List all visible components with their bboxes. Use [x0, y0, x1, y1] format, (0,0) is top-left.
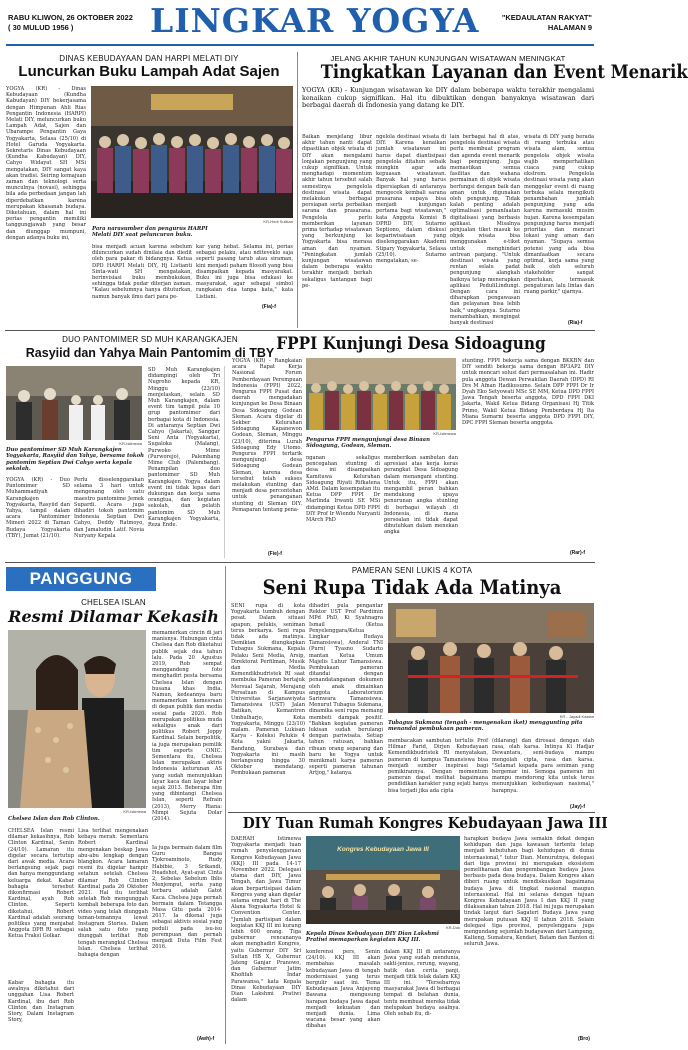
article3-headline: Rasyiid dan Yahya Main Pantomim di TBY [25, 346, 275, 360]
article5-caption: Tubagus Sukmana (tengah - mengenakan iket) menggunting pita menandai pembukaan pameran. [388, 720, 583, 733]
article2-kicker: JELANG AKHIR TAHUN KUNJUNGAN WISATAWAN MENINGKAT [330, 54, 566, 63]
article6-caption: Kepala Dinas Kebudayaan DIY Dian Lakshmi Pratiwi memaparkan kegiatan KKJ III. [306, 931, 439, 944]
article2-lead: YOGYA (KR) - Kunjungan wisatawan ke DIY dalam beberapa waktu terakhir mengalami kenaikan cukup signifikan. Hal itu dibuktikan dengan banyaknya wisatawan dari berbagai daerah di Indonesia yang datang ke DIY. [302, 86, 594, 110]
motto: "KEDAULATAN RAKYAT" [501, 13, 592, 22]
article2-col3: lain berbagai hal di atas, pengelola destinasi wisata perlu membuat program dan agenda event menarik bagi pengunjung. Juga memastikan semua fasilitas dan wahana permainan di objek wisata berfungsi dengan baik dan aman untuk digunakan oleh pengunjung. Tidak kalah penting adalah optimalisasi pemanfaatan digitalisasi yang berbasis aplikasi. Misalnya penjualan tiket masuk ke objek wisata bisa menggunakan e-tiket untuk menghindari antrean panjang. "Untuk destinasi wisata yang rentan selalu padat pengunjung alangkah baiknya tetap menerapkan aplikasi PeduliLindungi. Dengan cara ini diharapkan pengawasan dan pelayanan bisa lebih baik," ungkapnya. Sutarno menambahkan, mengingat banyak destinasi [450, 134, 520, 327]
panggung-body2: Kabar bahagia itu awalnya diketahui dari unggahan Lisa Robert Kardinal, ibu dari Rob Clinton dan Instagram Story, Dalam Instagram Story, [8, 980, 74, 1024]
article1-photo-credit: KR-Hedi Sutikan [263, 219, 293, 224]
article2-col4: wisata di DIY yang berada di ruang terbuka atau wisata alam, semua pengelola objek wisata wajib memperhatikan cuaca yang cukup ekstrem. Pengelola destinasi wisata yang akan menggelar event di ruang terbuka selalu mengikuti penambahan jumlah pengunjung yang ada karena memasuki musim hujan. Karena kesempatan pengunjung harus menjadi prioritas dan mencari lokasi yang aman dan nyaman. "Supaya semua potensi yang ada bisa dimanfaatkan secara optimal, kerja sama yang baik oleh seluruh stakeholder sangat diperlukan, termasuk pengaturan lalu lintas dan ruang parkir," ujarnya. [524, 134, 594, 296]
pameran-opening-photo [388, 603, 594, 713]
article5-body1: SENI rupa di kota Yogyakarta tumbuh dengan pesat. Dalam situasi apapun, pelukis, seniman terus berkarya. Seni rupa tidak ada matinya. Demikian diungkapkan Tubagus Sukmana, Kepala Pelaku Seni Media, Arsip, Direktorat Perfilman, Musik dan Media Kemendikbudristek RI saat membuka Pameran bertajuk Mersual Sajarah, Merajang Persatuan di Kampus Universitas Sarjanawiyata Tamansiswa (UST) Jalan Batikan, Kemantren Umbulharjo, Kota Yogyakarta, Minggu (23/10) malam. Pameran Lukisan Karya - Koleksi Pelukis 4 Kota yakni Jakarta, Bandung, Surabaya dan Yogyakarta ini masih berlangsung hingga 30 Oktober mendatang. Pembukaan pameran [231, 603, 305, 777]
article6-body3: dalam KKJ III di antaranya Jawa yang sudah mendunia, sakti-jenius, rerung, wayang, batik dan cerita panji, menjadi titik tolak dalam KKJ III ini. "Tersebarnya masyarakat Jawa di berbagai tempat di belahan dunia, tentu membuat mereka tidak melupakan budaya asalnya. Oleh sebab itu, di- [384, 949, 460, 1018]
page-number: HALAMAN 9 [547, 23, 592, 32]
article4-body4: stunting. FPPI bekerja sama dengan BKKBN dan DIY senditi bekerja sama dengan BP3AP2 DIY untuk mencari solusi dari permasalahan ini. Hadir pula anggota Dewan Perwakilan Daerah (DPD) RI Drs M Afnan Hadikusumo. Selain DPP FPPI Dr Ir Dyah Eko Setyowati MSc SE MM, Ketua DPD FPPI Jawa Tengah beserta anggota, DPD FPPI DKI Jakarta, Wakil Ketua Bidang Organisasi Hj Titik Primo, Wakil Ketua Bidang Pemberdaya Hj Ita Miana Sumarni beserta anggota DPD FPPI DIY, DPC FPPI Sleman beserta anggota. [462, 358, 594, 427]
article6-photo-banner: Kongres Kebudayaan Jawa III [337, 846, 429, 853]
masthead-title: LINGKAR YOGYA [150, 1, 480, 40]
panggung-body3: memamerkan cincin di jari manisnya. Hubungan cinta Chelsea dan Rob diketahui publik sejak dua tahun lalu. Pada 20 Agustus 2019, Rob sempat menggandeng foto menghadiri pesta bersama Chelsea Islan dengan busana khas India. Namun, kedeannya baru memamerkan kemesraan di depan publik dan media sosial pada 2020. Rob merupakan politikus muda sekaligus anak dari politikus Robert Joppy Kardinal. Selain berpolitik, ia juga merupakan pemilik tim esports ONIC. Sementara itu, Chelsea Islan merupakan aktris Indonesia keturunan AS yang sudah menunjukkan layar kaca dan layar lebar sejak 2013. Beberapa film yang dibintangi Chelsea Islan, seperti Refrain (2013), Merry Riana: Mimpi Sejuta Dolar (2014). [152, 630, 222, 823]
article6-body4: harapkan budaya Jawa semakin dekat dengan kehidupan dan juga kawasan tertentu tetap menjadi kebutuhan bagi kehidupan di dunia internasional," tutur Dian. Menurutnya, delegasi dari tiga provinsi ini merupakan ekosistem pemeliharaan dan pengembangan budaya Jawa berbasis pada desa budaya. Dalam Kongres akan diberi ruang untuk mendiskusikan bagaimana budaya Jawa di tingkat nasional maupun internasional. Hal ini selaras dengan tujuan Kongres Kebudayaan Jawa I dan KKJ II yang dilaksanakan tahun 2018. Hal ini juga merupakan tindak lanjut dari Sagateri Budaya Jawa yang merupakan putusan KKJ II tahun 2018. Selain delegasi tiga provinsi, penyelenggara juga mengundang sejumlah budayawan dari Lampung, Kalteng, Sumatera, Kendari, Batam dan Banten di seluruh Jawa. [464, 836, 594, 948]
article3-kicker: DUO PANTOMIMER SD MUH KARANGKAJEN [62, 335, 238, 344]
section-rule-3 [228, 812, 595, 813]
pantomime-photo [6, 366, 142, 440]
article4-photo [306, 358, 456, 430]
article4-caption: Pengurus FPPI mengunjungi desa Binaan Sidoagung, Godean, Sleman. [306, 437, 430, 450]
article4-body1: YOGYA (KR) - Rangkaian acara Rapat Kerja Nasional Forum Pemberdayaan Perempuan Indonesia (FPPI) 2022, Pengurus FPPI Pusat dan daerah mengadakan kunjungan ke Desa Binaan Desa Sidoagung Godean Sleman. Acara digelar di Sekber Kelurahan Sidoagung Kapanewon Godean, Sleman, Minggu (23/10), diterima Lurah Sidoagung Edy Utomo. Pengurus FPPI tertarik mengunjungi desa Sidoagung Godean Sleman, karena desa tersebut telah sukses melakukan stunting dan menjadi desa percontohan untuk penanganan stunting di Sleman DIY. Pemaparan tentang pena- [232, 358, 302, 513]
panggung-label: PANGGUNG [29, 569, 133, 588]
article3-body2: SD Muh Karangkajen didampingi oleh Tri Nugroho kepada KR, Minggu (23/10) menjelaskan, selain SD Muh Karangkajen, dalam event tim tampil pula 10 grup pantomimer dari berbagai kota di Indonesia. Di antaranya Septian Dwi Cahyo (Jakarta), Sanggar Seni Anta (Yogyakarta), Sugaloka (Malang), Purwoko Mime (Purworejo), Palembang Mime Club (Palembang). Penampilan duo pantomimer SD Muh Karangkajen Yogya dalam event ini tidak lepas dari dukungan dan kerja sama orangtua, dan kegiatan sekolah, dan pelatih pantomim SD Muh Karangkajen Yogyakarta, Reza Ende. [148, 367, 220, 529]
article6-body2: konferensi pers, Senin (24/10). KKJ III akan membahas masalah kebudayaan Jawa di tengah modernisasi yang terus bergulir saat ini. Tema Kebudayaan Jawa Anjayeng Bawana mengusung harapan budaya Jawa dapat menjadi kekuatan dan menjadi dunia. Lima wacana besar yang akan dibahas [306, 949, 380, 1030]
article6-endmark: (Bro) [578, 1036, 590, 1042]
article5-kicker: PAMERAN SENI LUKIS 4 KOTA [351, 566, 473, 575]
article4-photo-credit: KR-Istimewa [433, 431, 456, 436]
fppi-group-photo [306, 358, 456, 430]
panggung-photo-credit: KR-Istimewa [123, 809, 146, 814]
article2-endmark: (Ria)-f [568, 320, 583, 326]
article3-caption: Duo pantomimer SD Muh Karangkajen Yogyakarta, Rasyiid dan Yahya, bersama tokoh pantomim Septian Dwi Cahyo serta kepala sekolah. [6, 447, 144, 472]
date-line: RABU KLIWON, 26 OKTOBER 2022 [8, 13, 133, 22]
panggung-caption: Chelsea Islan dan Rob Clinton. [8, 816, 100, 822]
article1-headline: Luncurkan Buku Lampah Adat Sajen [18, 63, 280, 80]
article6-body1: DAERAH Istimewa Yogyakarta menjadi tuan rumah penyelenggaraan Kongres Kebudayaan Jawa (KKJ) III pada 14-17 November 2022. Delegasi utama dari DIY, Jawa Tengah, dan Jawa Timur akan berpartisipasi dalam Kongres yang akan digelar selama empat hari di The Alana Yogyakarta Hotel & Convention Center. "Jumlah partisipan dalam kegiatan KKJ III ini kurang lebih 600 orang. Tiga gubernur rencananya akan menghadiri Kongres, yaitu Gubernur DIY Sri Sultan HB X, Gubernur Jateng Ganjar Pranowo, dan Gubernur Jatim Khofifah Indar Parawansa," kata Kepala Dinas Kebudayaan DIY Dian Lakshmi Pratiwi dalam [231, 836, 301, 1004]
panggung-body4: Lisa terlihat mengenakan kebaya merah. Sementara Robert Kardinal mengenakan beskap Jawa abu-abu lengkap dengan blangkon. Acara lamaran resmi itu digelar hampir setahun setelah Chelsea dilamar Rob Clinton Kardinal pada 26 Oktober 2021. Hal itu terlihat setelah Rob mengunggah kembali beberapa foto dan video yang telah diunggah teman-temannya lewat Instagram Stories. Dalam salah satu foto yang diunggah terlihat Rob tengah merangkul Chelsea Islan. Chelsea terlihat bahagia dengan [78, 828, 148, 959]
panggung-headline: Resmi Dilamar Kekasih [8, 607, 219, 626]
article1-body1: YOGYA (KR) - Dinas Kebudayaan (Kundha Kabudayan) DIY bekerjasama dengan Himpunan Ahli Rias Pengantin Indonesia (HARPI) Melati DIY, meluncurkan buku Lampah Adat, Sajen dan Ubarampe Pengantin Gaya Yogyakarta, Selasa (25/10) di Hotel Garuda Yogyakarta. Sekretaris Dinas Kebudayaan (Kundha Kabudayan) DIY, Cahyo Widayat SH MSi mengatakan, DIY sangat kaya akan tradisi. Seiring kemajuan zaman dan teknologi serta munculnya (novasi), sehingga bila ada perbedaan jangan lah diperdebatkan karena merupakan khasanah budaya. Diketahuan, dalam hal ini perias pengantin memiliki tanggungjawab yang besar dan diunggap mumpuni, dengan adanya buku ini, [6, 86, 86, 241]
panggung-kicker: CHELSEA ISLAN [81, 598, 146, 607]
article5-headline: Seni Rupa Tidak Ada Matinya [262, 575, 562, 599]
article4-body3: memberikan sambutan dan apresiasi atas kerja keras perangkat Desa Sidoagung dalam menangani stunting. Untuk itu, FPPI akan mengambil peran bahkan mendukung upaya penurunan angka stunting di berbagai wilayah di Indonesia, di mana persoalan ini tidak dapat dibutuhkan dalam menekan angka [384, 455, 458, 536]
group-photo-harpi [91, 86, 293, 218]
article6-photo-credit: KR-Dok [445, 925, 460, 930]
article4-headline: FPPI Kunjungi Desa Sidoagung [276, 334, 546, 354]
article3-photo [6, 366, 142, 440]
column-divider-3 [225, 566, 226, 1044]
masthead [0, 0, 600, 48]
article3-body3: Perlu disselenggarakan selama 3 hari untuk mengenang oleh satu maestro pantomime Jemek Supardi. Acara juga dihadiri tokoh pantomim Indonesia Septian Dwi Cahyo, Deddy Ratmoyo, dan Jamaludin Latif. Novia Nuryany Kepala [74, 477, 144, 539]
chelsea-islan-photo [8, 630, 146, 808]
article6-headline: DIY Tuan Rumah Kongres Kebudayaan Jawa III [242, 814, 608, 832]
mulud-line: ( 30 MULUD 1956 ) [8, 23, 74, 32]
article2-headline: Tingkatkan Layanan dan Event Menarik [320, 61, 688, 83]
article5-body3: membacakan sambutan tertulis Prof Hilmar Farid, Dirjen Kebudayaan Kemendikbudristek RI menyatakan, pameran di kampus Tamansiswa bisa menjadi sumber inspirasi bagi pemikirannya. Dengan momentum pameran dapat melihat bagaimana pendidikan karakter yang sejati hanya bisa terjadi jika ada cipta [388, 738, 488, 794]
panggung-endmark: (Awh)-f [197, 1036, 215, 1042]
section-rule-1 [5, 330, 595, 331]
article4-endmark: (Rar)-f [570, 550, 585, 556]
article4-body2: nganan sekaligus pencegahan stunting di desa ini disampaikan Kamituwa Kelurahan Sidoagung Riyati Rifkatena AMd. Dalam kesempatan itu Ketua DPP FPPI Dr Marlinda Irwanti SE MSi didampingi Ketua DPD FPPI DIY Prof Ir Wiendu Nuryanti MArch PhD [306, 455, 380, 524]
article3-body1: YOGYA (KR) - Duo Pantomimer SD Muhammadiyah Karangkajen Yogyakarta, Rasyiid dan Yahya, tampil dalam acara Pantomimer Mimeri 2022 di Taman Budaya Yogyakarta (TBY), Jumat (21/10). [6, 477, 70, 539]
panggung-body5: Ia juga bermain dalam film Guru Bangsa Tjokroaminoto, Rudy Habibie, 3 Srikandi, Headshot, Ayat-ayat Cinta 2, Sebelas Sebelum Iblis Menjemput, serta yang terbaru adalah Gatot Kaca. Chelsea juga pernah bermain dalam Tetangga Masa Gitu pada 2014-2017. Ia dikenal juga sebagai aktivis sosial yang peduli pada isu-isu perempuan dan pernah menjadi Duta Film Fest 2016. [152, 845, 222, 951]
article1-endmark: (Fia)-f [262, 304, 276, 310]
article5-photo [388, 603, 594, 713]
article5-body4: (dilarang) dan dirosasi dengan olah rasa, olah karsa. Intinya Ki Hadjar Dewantara, seni-budaya mampu mengolah cipta, rasa dan karsa. "Selamat kepada para seniman yang bergemar ini. Semoga pameran ini mampu mendorong kita untuk terus menunjukkan kebudayaan nasional," harapnya. [492, 738, 594, 794]
article3-photo-credit: KR-Istimewa [119, 441, 142, 446]
article3-endmark: (Fie)-f [268, 551, 282, 557]
article5-photo-credit: KR - Jayadi Kastari [559, 714, 594, 719]
article1-photo [91, 86, 293, 218]
panggung-photo [8, 630, 146, 808]
section-rule-2 [5, 562, 595, 563]
column-divider-2 [224, 366, 225, 558]
article1-kicker: DINAS KEBUDAYAAN DAN HARPI MELATI DIY [59, 54, 239, 63]
article1-caption: Para narasumber dan pengurus HARPI Melati DIY saat peluncuran buku. [92, 226, 208, 239]
article1-body3: kar yang hebat. Selama ini, perias sebagai pelaku, atau nditeveklo saja seperti pasang tarub atau siraman, kini menjadi paham filosofi yang bisa disampaikan kepada masyarakat. Buku ini juga bisa edukasi ke masyarakat, agar sebagai simbol rangkaian dua tanpa kata," kata Listiani. [196, 244, 293, 300]
column-divider [297, 52, 298, 328]
article2-col1: Baikan menjelang libur akhir tahun nanti dapat dipastikan objek wisata di DIY akan mengalami lonjakan pengunjung yang cukup signifikan. Untuk menghadapi momentum akhir tahun tersebut salah semestinya pengelola destinasi wisata dapat melakukan berbagai persiapan serta perbaikan sarana dan prasarana. Pengelola perlu memberikan layanan prima terhadap wisatawan yang berkunjung ke Yogyakarta bisa merasa aman dan nyaman. "Peningkatan jumlah kunjungan wisatawan dalam beberapa waktu terakhir menjadi berkah sekaligus tantangan bagi pe- [302, 134, 372, 289]
article5-body2: dihadiri pula pengantar Rektor UST Prof Pardimin MPd PhD, Ki Syahnagra Ismail (Ketua Penyelenggara/Ketua Lingkar Budaya Tamansiswa), Anderal TNI (Purn) Tyasno Sudarto mantan Ketua Umum Majelis Luhur Tamansiswa. Pembukaan pameran ditandai dengan penandatanganan dokumen oleh anak dimainkan anggota Laboratorium Sarinwara Tamansiswa. Menurut Tubagus Sukmana, dinamika seni rupa memang membeti dampak positif. "Bahkan kegiatan pameran lukisan sudah berulangi dengan pariwisata. Setiap tahun ratusan, bahkan ribuan orang separang dan baru ke Yogya untuk menikmati karya pameran seperti pameran tahunan Artjog," katanya. [309, 603, 383, 777]
panggung-body1: CHELSEA Islan resmi dilamar kekasihnya, Rob Clinton Kardinal, Senin (24/10). Lamaran itu digelar secara tertutup dari awak media. Acara berlangsung sejak pagi dan hanya menggundang keluarga dekat. Kabar bahagia tersebut dikonfirmasi Robert Kardinal, ayah Rob Clinton. Seperti diketahui, Robert Kardinal adalah seorang politikus yang menjabat Anggota DPR RI sebagai Ketua Fraksi Golkar. [8, 828, 74, 940]
article5-endmark: (Jay)-f [570, 804, 586, 810]
article1-body2: bisa menjadi acuan karena sebelum diluncurkan sudah dinilaia dan diedit oleh para pakar di bidangnya. Ketua DPD HARPI Melati DIY, Hj Listianti Sinta-wati SH mengatakan, berinvisiasi buku membukukan, sehingga tidak pudar diterjan zaman. "Kalau sebelumnya hanya dituturkan, namun banyak ilmu dari para pe- [92, 244, 192, 300]
masthead-rule [6, 44, 594, 46]
article2-col2: ngelola destinasi wisata di DIY. Karena kenaikan jumlah wisatawan ini harus dapat diantisipasi pengelola ditahun sebaik mungkin agar ada kepuasan wisatawan. Banyak hal yang harus dipersiapkan di antaranya mengecek kembali sarana prasarana supaya bisa menjadi kunjungan pertama bagi wisatawan," kata Anggota Komisi B DPRD DIY, Sutarno Septiono, dalam diskusi kepariwisataan yang diselenggarakan Akademi Stipary Yogyakarta, Selasa (25/10). Sutarno mengatakan, se- [376, 134, 446, 265]
